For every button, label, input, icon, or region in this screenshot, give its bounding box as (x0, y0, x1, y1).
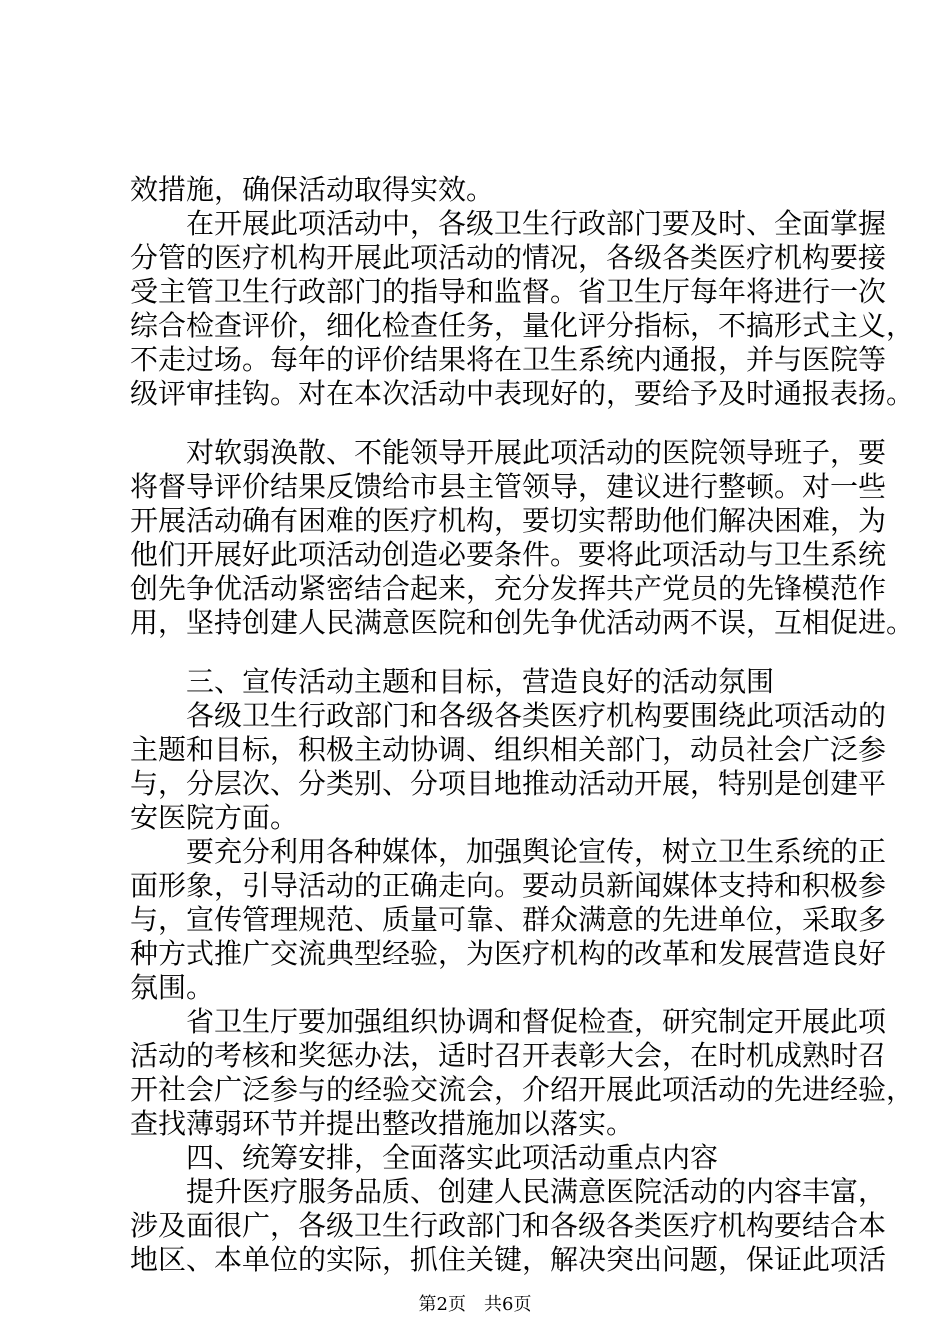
text-line: 效措施，确保活动取得实效。 (130, 173, 495, 206)
section-heading: 三、宣传活动主题和目标，营造良好的活动氛围 (130, 665, 775, 698)
text-line: 将督导评价结果反馈给市县主管领导，建议进行整顿。对一些 (130, 470, 887, 503)
text-line: 受主管卫生行政部门的指导和监督。省卫生厅每年将进行一次 (130, 275, 887, 308)
text-line: 对软弱涣散、不能领导开展此项活动的医院领导班子，要 (130, 436, 887, 469)
text-line: 氛围。 (130, 971, 215, 1004)
text-line: 他们开展好此项活动创造必要条件。要将此项活动与卫生系统 (130, 538, 887, 571)
text-line: 活动的考核和奖惩办法，适时召开表彰大会，在时机成熟时召 (130, 1039, 887, 1072)
text-line: 创先争优活动紧密结合起来，充分发挥共产党员的先锋模范作 (130, 572, 887, 605)
text-line: 地区、本单位的实际，抓住关键，解决突出问题，保证此项活 (130, 1243, 887, 1276)
text-line: 开社会广泛参与的经验交流会，介绍开展此项活动的先进经验， (130, 1073, 915, 1106)
text-line: 综合检查评价，细化检查任务，量化评分指标，不搞形式主义， (130, 309, 915, 342)
text-line: 级评审挂钩。对在本次活动中表现好的，要给予及时通报表扬。 (130, 377, 915, 410)
section-heading: 四、统筹安排，全面落实此项活动重点内容 (130, 1141, 719, 1174)
text-line: 主题和目标，积极主动协调、组织相关部门，动员社会广泛参 (130, 733, 887, 766)
text-line: 分管的医疗机构开展此项活动的情况，各级各类医疗机构要接 (130, 241, 887, 274)
text-line: 安医院方面。 (130, 801, 299, 834)
text-line: 要充分利用各种媒体，加强舆论宣传，树立卫生系统的正 (130, 835, 887, 868)
page-number-footer: 第2页 共6页 (418, 1294, 532, 1315)
text-line: 与，分层次、分类别、分项目地推动活动开展，特别是创建平 (130, 767, 887, 800)
text-line: 面形象，引导活动的正确走向。要动员新闻媒体支持和积极参 (130, 869, 887, 902)
text-line: 涉及面很广，各级卫生行政部门和各级各类医疗机构要结合本 (130, 1209, 887, 1242)
text-line: 查找薄弱环节并提出整改措施加以落实。 (130, 1107, 635, 1140)
text-line: 省卫生厅要加强组织协调和督促检查，研究制定开展此项 (130, 1005, 887, 1038)
text-line: 与，宣传管理规范、质量可靠、群众满意的先进单位，采取多 (130, 903, 887, 936)
text-line: 用，坚持创建人民满意医院和创先争优活动两不误，互相促进。 (130, 606, 915, 639)
text-line: 种方式推广交流典型经验，为医疗机构的改革和发展营造良好 (130, 937, 887, 970)
text-line: 不走过场。每年的评价结果将在卫生系统内通报，并与医院等 (130, 343, 887, 376)
text-line: 在开展此项活动中，各级卫生行政部门要及时、全面掌握 (130, 207, 887, 240)
text-line: 提升医疗服务品质、创建人民满意医院活动的内容丰富， (130, 1175, 887, 1208)
text-line: 开展活动确有困难的医疗机构，要切实帮助他们解决困难，为 (130, 504, 887, 537)
text-line: 各级卫生行政部门和各级各类医疗机构要围绕此项活动的 (130, 699, 887, 732)
